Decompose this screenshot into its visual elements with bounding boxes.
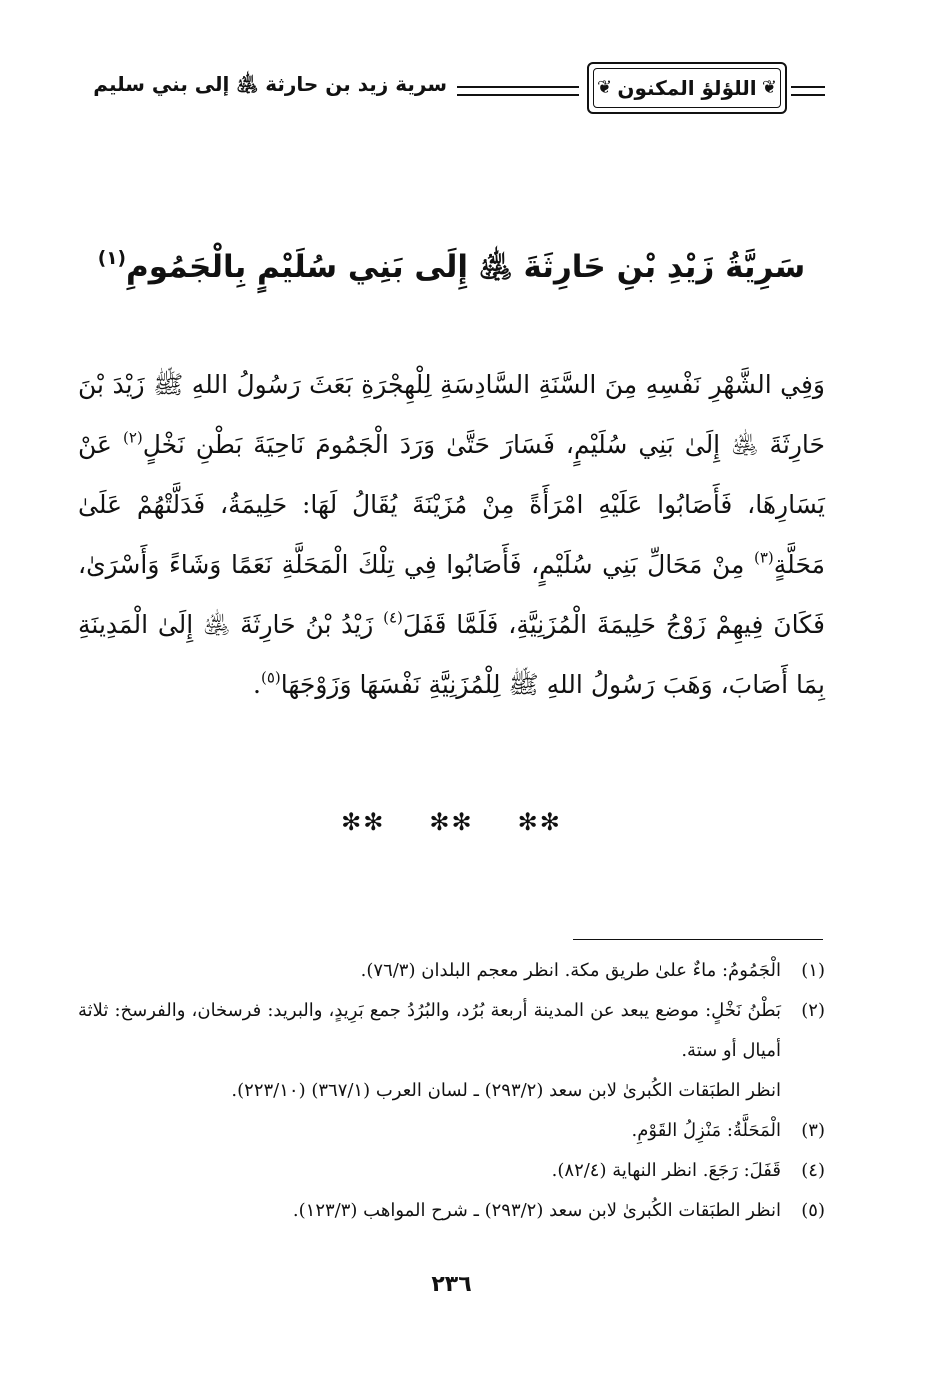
footnote-continuation: انظر الطبَقات الكُبرىٰ لابن سعد (٢٩٣/٢) ـ لسان العرب (٣٦٧/١) (٢٢٣/١٠).: [231, 1080, 781, 1101]
body-text-part: زَيْدُ بْنُ حَارِثَةَ ﵁ إِلَىٰ الْمَدِينَةِ بِمَا أَصَابَ، وَهَبَ رَسُولُ اللهِ ﷺ لِلْمُزَنِيَّةِ نَفْسَهَا وَزَوْجَهَا: [78, 610, 825, 699]
body-text-part: .: [253, 670, 261, 699]
star-group: ✻✻: [429, 808, 474, 836]
body-paragraph: [78, 355, 825, 715]
footnote-ref: (٣): [754, 548, 774, 567]
footnote-ref: (٤): [383, 608, 403, 627]
footnote-divider: [573, 939, 823, 940]
star-group: ✻✻: [341, 808, 386, 836]
star-group: ✻✻: [517, 808, 562, 836]
page-number: ٢٣٦: [431, 1272, 472, 1297]
ornament-icon: ❦: [761, 77, 777, 98]
book-title: اللؤلؤ المكنون: [617, 76, 757, 100]
section-separator: [78, 808, 825, 836]
footnote-ref: (١): [97, 247, 127, 269]
footnote-item: [78, 1151, 825, 1191]
footnote-number: (٣): [801, 1120, 825, 1141]
footnotes: [78, 951, 825, 1231]
footnote-text: بَطْنُ نَخْلٍ: موضع يبعد عن المدينة أربعة بُرُد، والبُرُدُ جمع بَرِيدٍ، والبريد: فرسخان، والفرسخ: ثلاثة أميال أو ستة.: [78, 1000, 781, 1061]
footnote-number: (٥): [801, 1200, 825, 1221]
book-title-badge: [587, 62, 787, 114]
header-rule-right: [791, 86, 825, 96]
section-title: [78, 248, 825, 293]
footnote-number: (٢): [801, 1000, 825, 1021]
footnote-item: [78, 991, 825, 1071]
footnote-ref: (٥): [260, 668, 281, 687]
footnote-text: قَفَلَ: رَجَعَ. انظر النهاية (٨٢/٤).: [551, 1160, 781, 1181]
header-rule-middle: [457, 86, 579, 96]
ornament-icon: ❦: [597, 77, 613, 98]
footnote-ref: (٢): [122, 428, 143, 447]
running-header: [78, 58, 825, 122]
footnote-item: [78, 1111, 825, 1151]
footnote-number: (٤): [801, 1160, 825, 1181]
body-text-part: مِنْ مَحَالِّ بَنِي سُلَيْمٍ، فَأَصَابُوا فِي تِلْكَ الْمَحَلَّةِ نَعَمًا وَشَاءً وَأَسْرَىٰ، فَكَانَ فِيهِمْ زَوْجُ حَلِيمَةَ الْمُزَنِيَّةِ، فَلَمَّا قَفَلَ: [78, 550, 825, 639]
footnote-text: الْجَمُومُ: ماءٌ علىٰ طريق مكة. انظر معجم البلدان (٧٦/٣).: [360, 960, 781, 981]
footnote-text: انظر الطبَقات الكُبرىٰ لابن سعد (٢٩٣/٢) ـ شرح المواهب (١٢٣/٣).: [292, 1200, 781, 1221]
chapter-title: سرية زيد بن حارثة ﵁ إلى بني سليم: [93, 72, 447, 96]
section-title-text: سَرِيَّةُ زَيْدِ بْنِ حَارِثَةَ ﵁ إِلَى بَنِي سُلَيْمٍ بِالْجَمُومِ: [126, 249, 806, 285]
footnote-item: [78, 1191, 825, 1231]
footnote-number: (١): [801, 960, 825, 981]
body-text-part: عَنْ يَسَارِهَا، فَأَصَابُوا عَلَيْهِ امْرَأَةً مِنْ مُزَيْنَةَ يُقَالُ لَهَا: حَلِيمَةُ، فَدَلَّتْهُمْ عَلَىٰ مَحَلَّةٍ: [78, 430, 825, 579]
footnote-text: الْمَحَلَّةُ: مَنْزِلُ القَوْمِ.: [631, 1120, 781, 1141]
body-text-part: وَفِي الشَّهْرِ نَفْسِهِ مِنَ السَّنَةِ السَّادِسَةِ لِلْهِجْرَةِ بَعَثَ رَسُولُ اللهِ ﷺ زَيْدَ بْنَ حَارِثَةَ ﵁ إِلَىٰ بَنِي سُلَيْمٍ، فَسَارَ حَتَّىٰ وَرَدَ الْجَمُومَ نَاحِيَةَ بَطْنِ نَخْلٍ: [78, 370, 825, 459]
footnote-item: [78, 951, 825, 991]
